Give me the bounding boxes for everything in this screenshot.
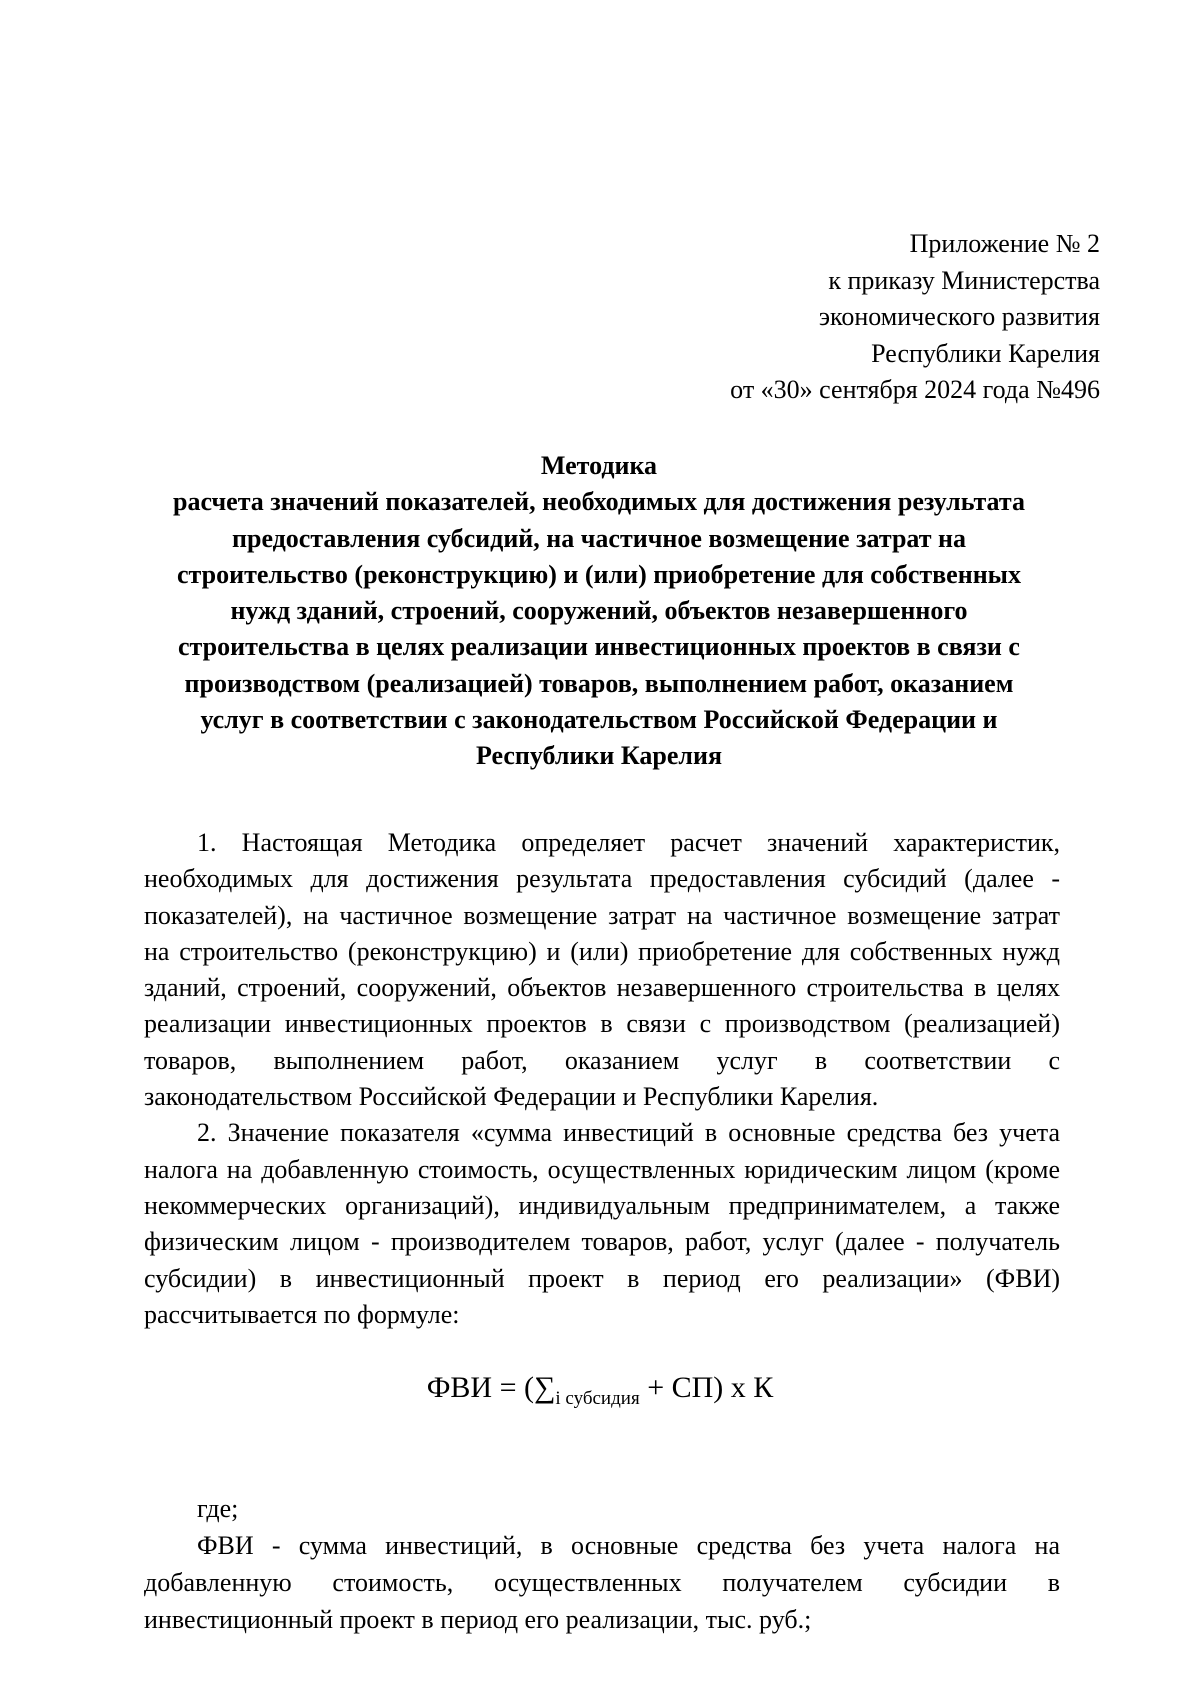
appendix-ref-line: к приказу Министерства xyxy=(828,265,1100,295)
paragraph-line: некоммерческих организаций), индивидуальным предпринимателем, а также xyxy=(144,1190,1060,1220)
document-title xyxy=(130,448,1068,775)
paragraph-line: 1. Настоящая Методика определяет расчет значений характеристик, xyxy=(197,828,1060,857)
title-line: расчета значений показателей, необходимых для достижения результата xyxy=(173,487,1025,517)
formula xyxy=(0,1368,1200,1412)
paragraph-line: реализации инвестиционных проектов в связи с производством (реализацией) xyxy=(144,1009,1060,1039)
formula-subscript: i субсидия xyxy=(555,1388,640,1409)
paragraph-line: физическим лицом - производителем товаров, работ, услуг (далее - получатель xyxy=(144,1227,1060,1257)
title-line: нужд зданий, строений, сооружений, объектов незавершенного xyxy=(230,596,968,626)
legend-line: добавленную стоимость, осуществленных получателем субсидии в xyxy=(144,1568,1060,1597)
document-body xyxy=(144,825,1060,1333)
title-line: услуг в соответствии с законодательством Российской Федерации и xyxy=(200,705,998,735)
title-line: строительство (реконструкцию) и (или) приобретение для собственных xyxy=(177,559,1021,589)
appendix-ref-line: Республики Карелия xyxy=(871,338,1100,368)
formula-left: ФВИ = (∑ xyxy=(426,1371,556,1404)
formula-right: + СП) х К xyxy=(639,1371,774,1404)
paragraph-line: субсидии) в инвестиционный проект в период его реализации» (ФВИ) xyxy=(144,1263,1060,1293)
paragraph-line: рассчитывается по формуле: xyxy=(144,1299,460,1329)
paragraph-line: зданий, строений, сооружений, объектов незавершенного строительства в целях xyxy=(144,973,1060,1003)
paragraph-line: налога на добавленную стоимость, осуществленных юридическим лицом (кроме xyxy=(144,1154,1060,1184)
appendix-number: Приложение № 2 xyxy=(909,229,1100,258)
title-line: предоставления субсидий, на частичное возмещение затрат на xyxy=(232,523,966,553)
title-line: производством (реализацией) товаров, выполнением работ, оказанием xyxy=(184,668,1014,698)
formula-legend xyxy=(144,1490,1060,1638)
appendix-date-number: от «30» сентября 2024 года №496 xyxy=(730,375,1100,404)
appendix-ref-line: экономического развития xyxy=(818,302,1100,331)
title-heading: Методика xyxy=(540,451,658,480)
paragraph-line: законодательством Российской Федерации и Республики Карелия. xyxy=(144,1082,879,1112)
paragraph-1 xyxy=(144,825,1060,1115)
title-line: строительства в целях реализации инвестиционных проектов в связи с xyxy=(178,632,1020,662)
paragraph-line: на строительство (реконструкцию) и (или) приобретение для собственных нужд xyxy=(144,936,1060,966)
paragraph-2 xyxy=(144,1115,1060,1333)
title-line: Республики Карелия xyxy=(475,741,723,771)
appendix-header xyxy=(580,226,1100,409)
paragraph-line: товаров, выполнением работ, оказанием услуг в соответствии с xyxy=(144,1045,1060,1075)
paragraph-line: 2. Значение показателя «сумма инвестиций в основные средства без учета xyxy=(197,1118,1060,1148)
legend-line: инвестиционный проект в период его реализации, тыс. руб.; xyxy=(144,1605,812,1634)
legend-line: ФВИ - сумма инвестиций, в основные средства без учета налога на xyxy=(197,1531,1060,1560)
where-label: где; xyxy=(197,1494,239,1523)
paragraph-line: необходимых для достижения результата предоставления субсидий (далее - xyxy=(144,864,1060,894)
paragraph-line: показателей), на частичное возмещение затрат на частичное возмещение затрат xyxy=(144,900,1060,930)
